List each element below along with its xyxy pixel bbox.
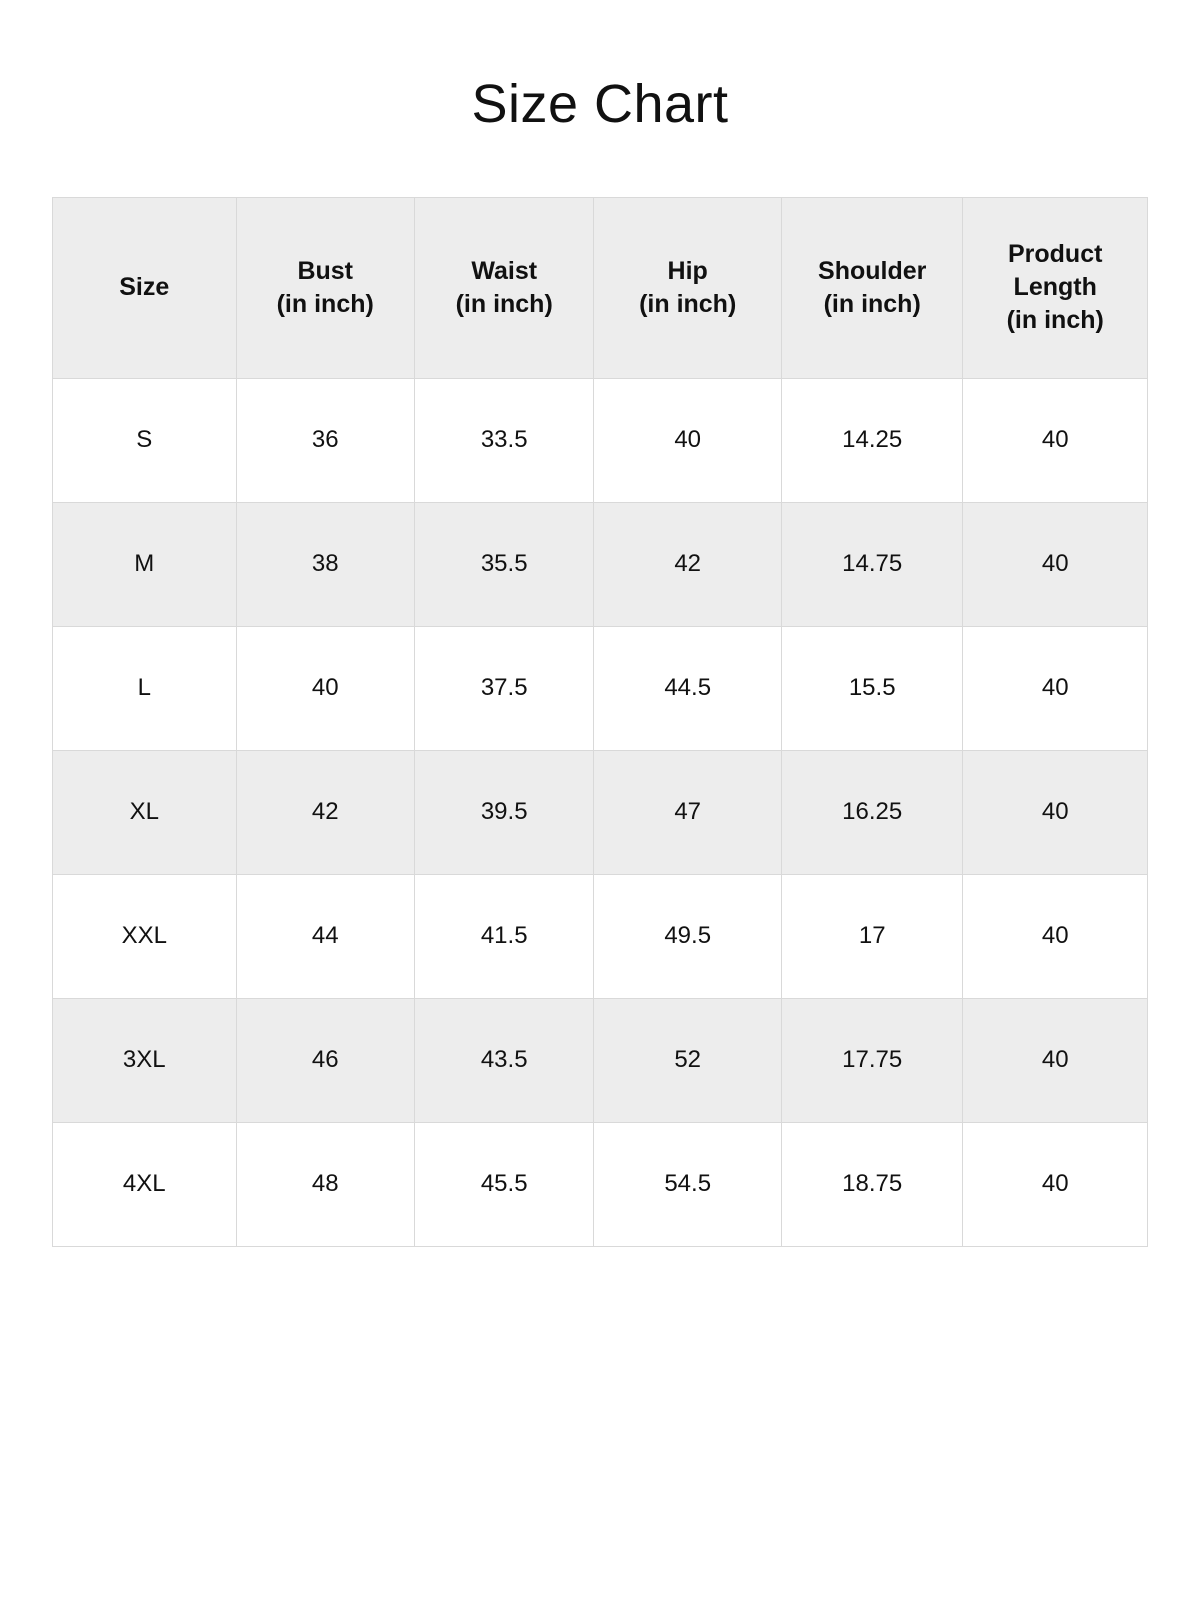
table-body — [53, 378, 1148, 1246]
cell-shoulder: 14.75 — [781, 502, 962, 626]
cell-hip: 42 — [594, 502, 782, 626]
column-header-product-length-unit: (in inch) — [1006, 306, 1104, 335]
table-row — [53, 874, 1148, 998]
cell-size: S — [53, 378, 237, 502]
cell-size: L — [53, 626, 237, 750]
cell-bust: 42 — [236, 750, 414, 874]
cell-size: XXL — [53, 874, 237, 998]
cell-product-length: 40 — [963, 626, 1148, 750]
cell-shoulder: 16.25 — [781, 750, 962, 874]
column-header-size — [53, 197, 237, 378]
cell-bust: 46 — [236, 998, 414, 1122]
cell-product-length: 40 — [963, 874, 1148, 998]
column-header-shoulder-unit: (in inch) — [823, 289, 921, 318]
cell-size: 4XL — [53, 1122, 237, 1246]
cell-waist: 41.5 — [414, 874, 593, 998]
cell-shoulder: 17.75 — [781, 998, 962, 1122]
table-row — [53, 626, 1148, 750]
column-header-bust-label: Bust — [297, 256, 353, 285]
cell-shoulder: 14.25 — [781, 378, 962, 502]
cell-bust: 48 — [236, 1122, 414, 1246]
cell-waist: 43.5 — [414, 998, 593, 1122]
size-chart-table — [52, 197, 1148, 1247]
page-title: Size Chart — [471, 74, 729, 134]
cell-product-length: 40 — [963, 998, 1148, 1122]
cell-waist: 45.5 — [414, 1122, 593, 1246]
cell-waist: 37.5 — [414, 626, 593, 750]
cell-hip: 47 — [594, 750, 782, 874]
table-row — [53, 750, 1148, 874]
cell-size: M — [53, 502, 237, 626]
column-header-bust — [236, 197, 414, 378]
cell-hip: 49.5 — [594, 874, 782, 998]
table-row — [53, 1122, 1148, 1246]
column-header-size-label: Size — [119, 273, 170, 302]
cell-bust: 38 — [236, 502, 414, 626]
cell-hip: 52 — [594, 998, 782, 1122]
table-row — [53, 998, 1148, 1122]
size-chart-table-container — [0, 197, 1200, 1247]
cell-size: XL — [53, 750, 237, 874]
cell-shoulder: 15.5 — [781, 626, 962, 750]
cell-shoulder: 17 — [781, 874, 962, 998]
cell-hip: 44.5 — [594, 626, 782, 750]
cell-waist: 39.5 — [414, 750, 593, 874]
column-header-product-length — [963, 197, 1148, 378]
column-header-hip — [594, 197, 782, 378]
column-header-waist — [414, 197, 593, 378]
cell-waist: 33.5 — [414, 378, 593, 502]
cell-shoulder: 18.75 — [781, 1122, 962, 1246]
column-header-product-length-label: Product Length — [1007, 240, 1103, 302]
cell-hip: 54.5 — [594, 1122, 782, 1246]
cell-size: 3XL — [53, 998, 237, 1122]
column-header-waist-label: Waist — [471, 256, 538, 285]
column-header-shoulder-label: Shoulder — [818, 256, 927, 285]
cell-bust: 36 — [236, 378, 414, 502]
column-header-bust-unit: (in inch) — [276, 289, 374, 318]
column-header-shoulder — [781, 197, 962, 378]
cell-product-length: 40 — [963, 750, 1148, 874]
cell-product-length: 40 — [963, 502, 1148, 626]
cell-hip: 40 — [594, 378, 782, 502]
column-header-waist-unit: (in inch) — [455, 289, 553, 318]
cell-product-length: 40 — [963, 1122, 1148, 1246]
column-header-hip-label: Hip — [667, 256, 708, 285]
table-row — [53, 502, 1148, 626]
column-header-hip-unit: (in inch) — [639, 289, 737, 318]
cell-bust: 40 — [236, 626, 414, 750]
cell-bust: 44 — [236, 874, 414, 998]
table-header-row — [53, 197, 1148, 378]
cell-waist: 35.5 — [414, 502, 593, 626]
cell-product-length: 40 — [963, 378, 1148, 502]
table-header — [53, 197, 1148, 378]
table-row — [53, 378, 1148, 502]
